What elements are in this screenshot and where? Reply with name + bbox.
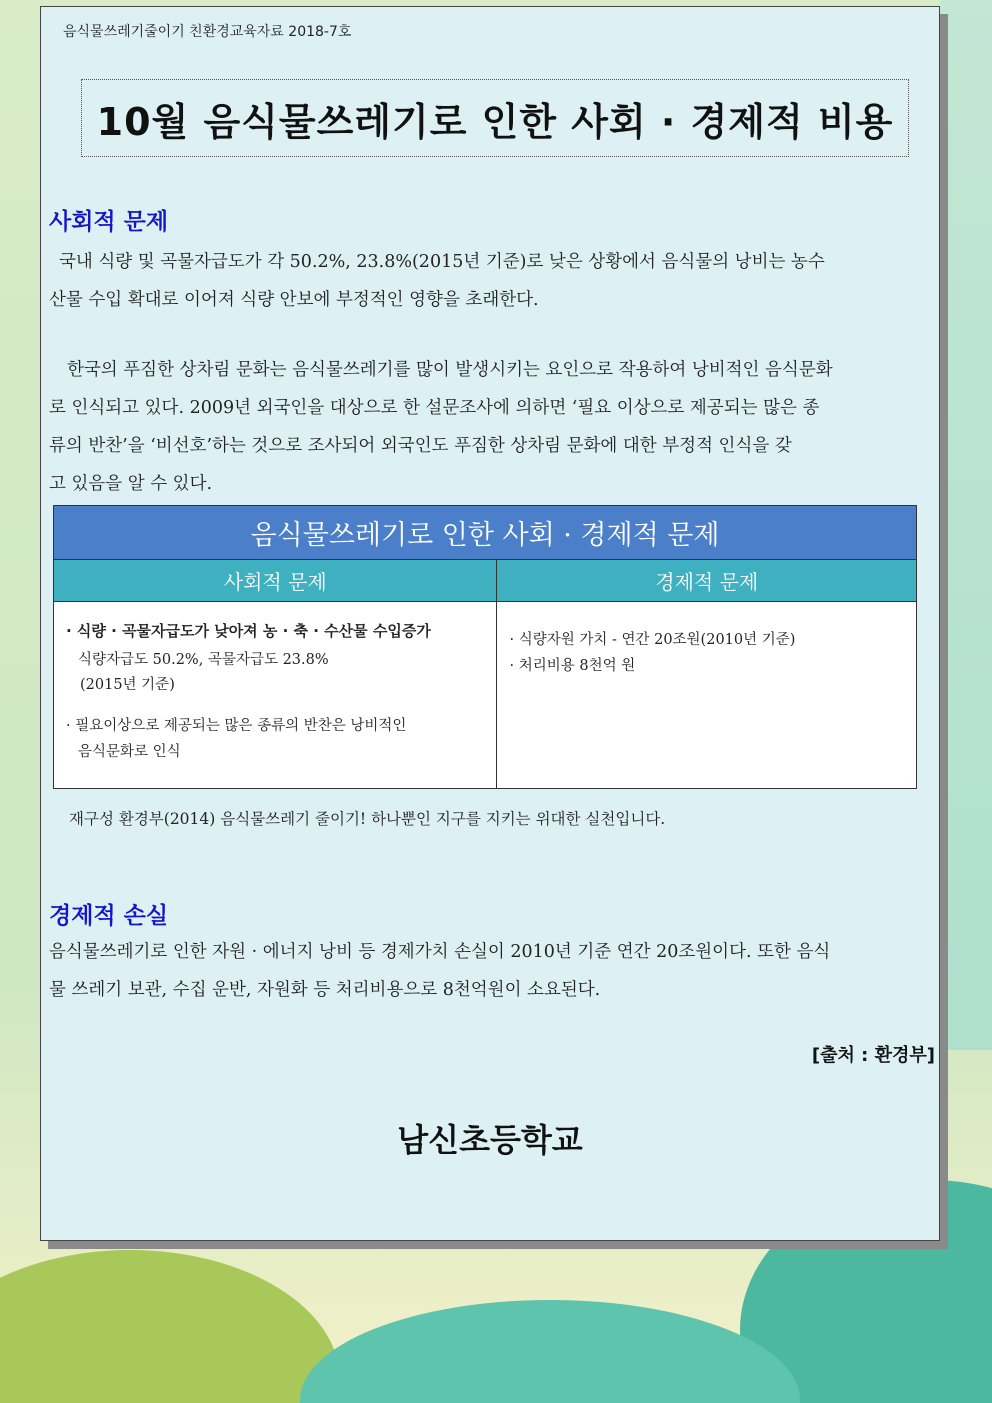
economic-paragraph xyxy=(49,933,937,1009)
social-paragraph-2 xyxy=(49,351,937,503)
table-header-row xyxy=(54,560,916,602)
social-problem-heading: 사회적 문제 xyxy=(49,209,169,235)
list-item: · 처리비용 8천억 원 xyxy=(509,658,636,674)
text-line: 국내 식량 및 곡물자급도가 각 50.2%, 23.8%(2015년 기준)로 낮은 상황에서 음식물의 낭비는 농수 xyxy=(59,252,825,272)
background-hill-top-right xyxy=(940,0,992,1050)
school-name: 남신초등학교 xyxy=(397,1121,583,1159)
title-box xyxy=(81,79,909,157)
table-cell-social xyxy=(54,602,497,788)
table-title: 음식물쓰레기로 인한 사회 · 경제적 문제 xyxy=(54,506,916,560)
reference-note: 재구성 환경부(2014) 음식물쓰레기 줄이기! 하나뿐인 지구를 지키는 위대한 실천입니다. xyxy=(69,810,666,828)
page-title: 10월 음식물쓰레기로 인한 사회 · 경제적 비용 xyxy=(96,99,894,144)
background-hill-center xyxy=(300,1300,800,1403)
background-hill-left xyxy=(0,1250,340,1403)
table-header-social: 사회적 문제 xyxy=(54,560,497,601)
text-line: 산물 수입 확대로 이어져 식량 안보에 부정적인 영향을 초래한다. xyxy=(49,290,539,310)
table-header-economic: 경제적 문제 xyxy=(497,560,916,601)
text-line: 고 있음을 알 수 있다. xyxy=(49,474,213,494)
list-item: · 식량 · 곡물자급도가 낮아져 농 · 축 · 수산물 수입증가 xyxy=(66,622,431,640)
list-item: · 필요이상으로 제공되는 많은 종류의 반찬은 낭비적인 xyxy=(66,718,407,734)
list-item-detail: 음식문화로 인식 xyxy=(78,744,181,760)
text-line: 물 쓰레기 보관, 수집 운반, 자원화 등 처리비용으로 8천억원이 소요된다. xyxy=(49,980,601,1000)
problems-table xyxy=(53,505,917,789)
list-item: · 식량자원 가치 - 연간 20조원(2010년 기준) xyxy=(509,632,796,648)
list-item-detail: 식량자급도 50.2%, 곡물자급도 23.8% xyxy=(78,652,329,668)
text-line: 한국의 푸짐한 상차림 문화는 음식물쓰레기를 많이 발생시키는 요인으로 작용하여 낭비적인 음식문화 xyxy=(67,360,833,380)
document-page xyxy=(40,6,940,1241)
table-cell-economic xyxy=(497,602,916,788)
text-line: 로 인식되고 있다. 2009년 외국인을 대상으로 한 설문조사에 의하면 ‘필요 이상으로 제공되는 많은 종 xyxy=(49,398,820,418)
series-label: 음식물쓰레기줄이기 친환경교육자료 2018-7호 xyxy=(63,24,352,40)
economic-loss-heading: 경제적 손실 xyxy=(49,903,169,929)
list-item-detail: (2015년 기준) xyxy=(80,677,175,693)
text-line: 음식물쓰레기로 인한 자원 · 에너지 낭비 등 경제가치 손실이 2010년 기준 연간 20조원이다. 또한 음식 xyxy=(49,942,831,962)
text-line: 류의 반찬’을 ‘비선호’하는 것으로 조사되어 외국인도 푸짐한 상차림 문화에 대한 부정적 인식을 갖 xyxy=(49,436,792,456)
social-paragraph-1 xyxy=(49,243,937,319)
source-citation: [출처 : 환경부] xyxy=(811,1045,935,1066)
table-body-row xyxy=(54,602,916,788)
